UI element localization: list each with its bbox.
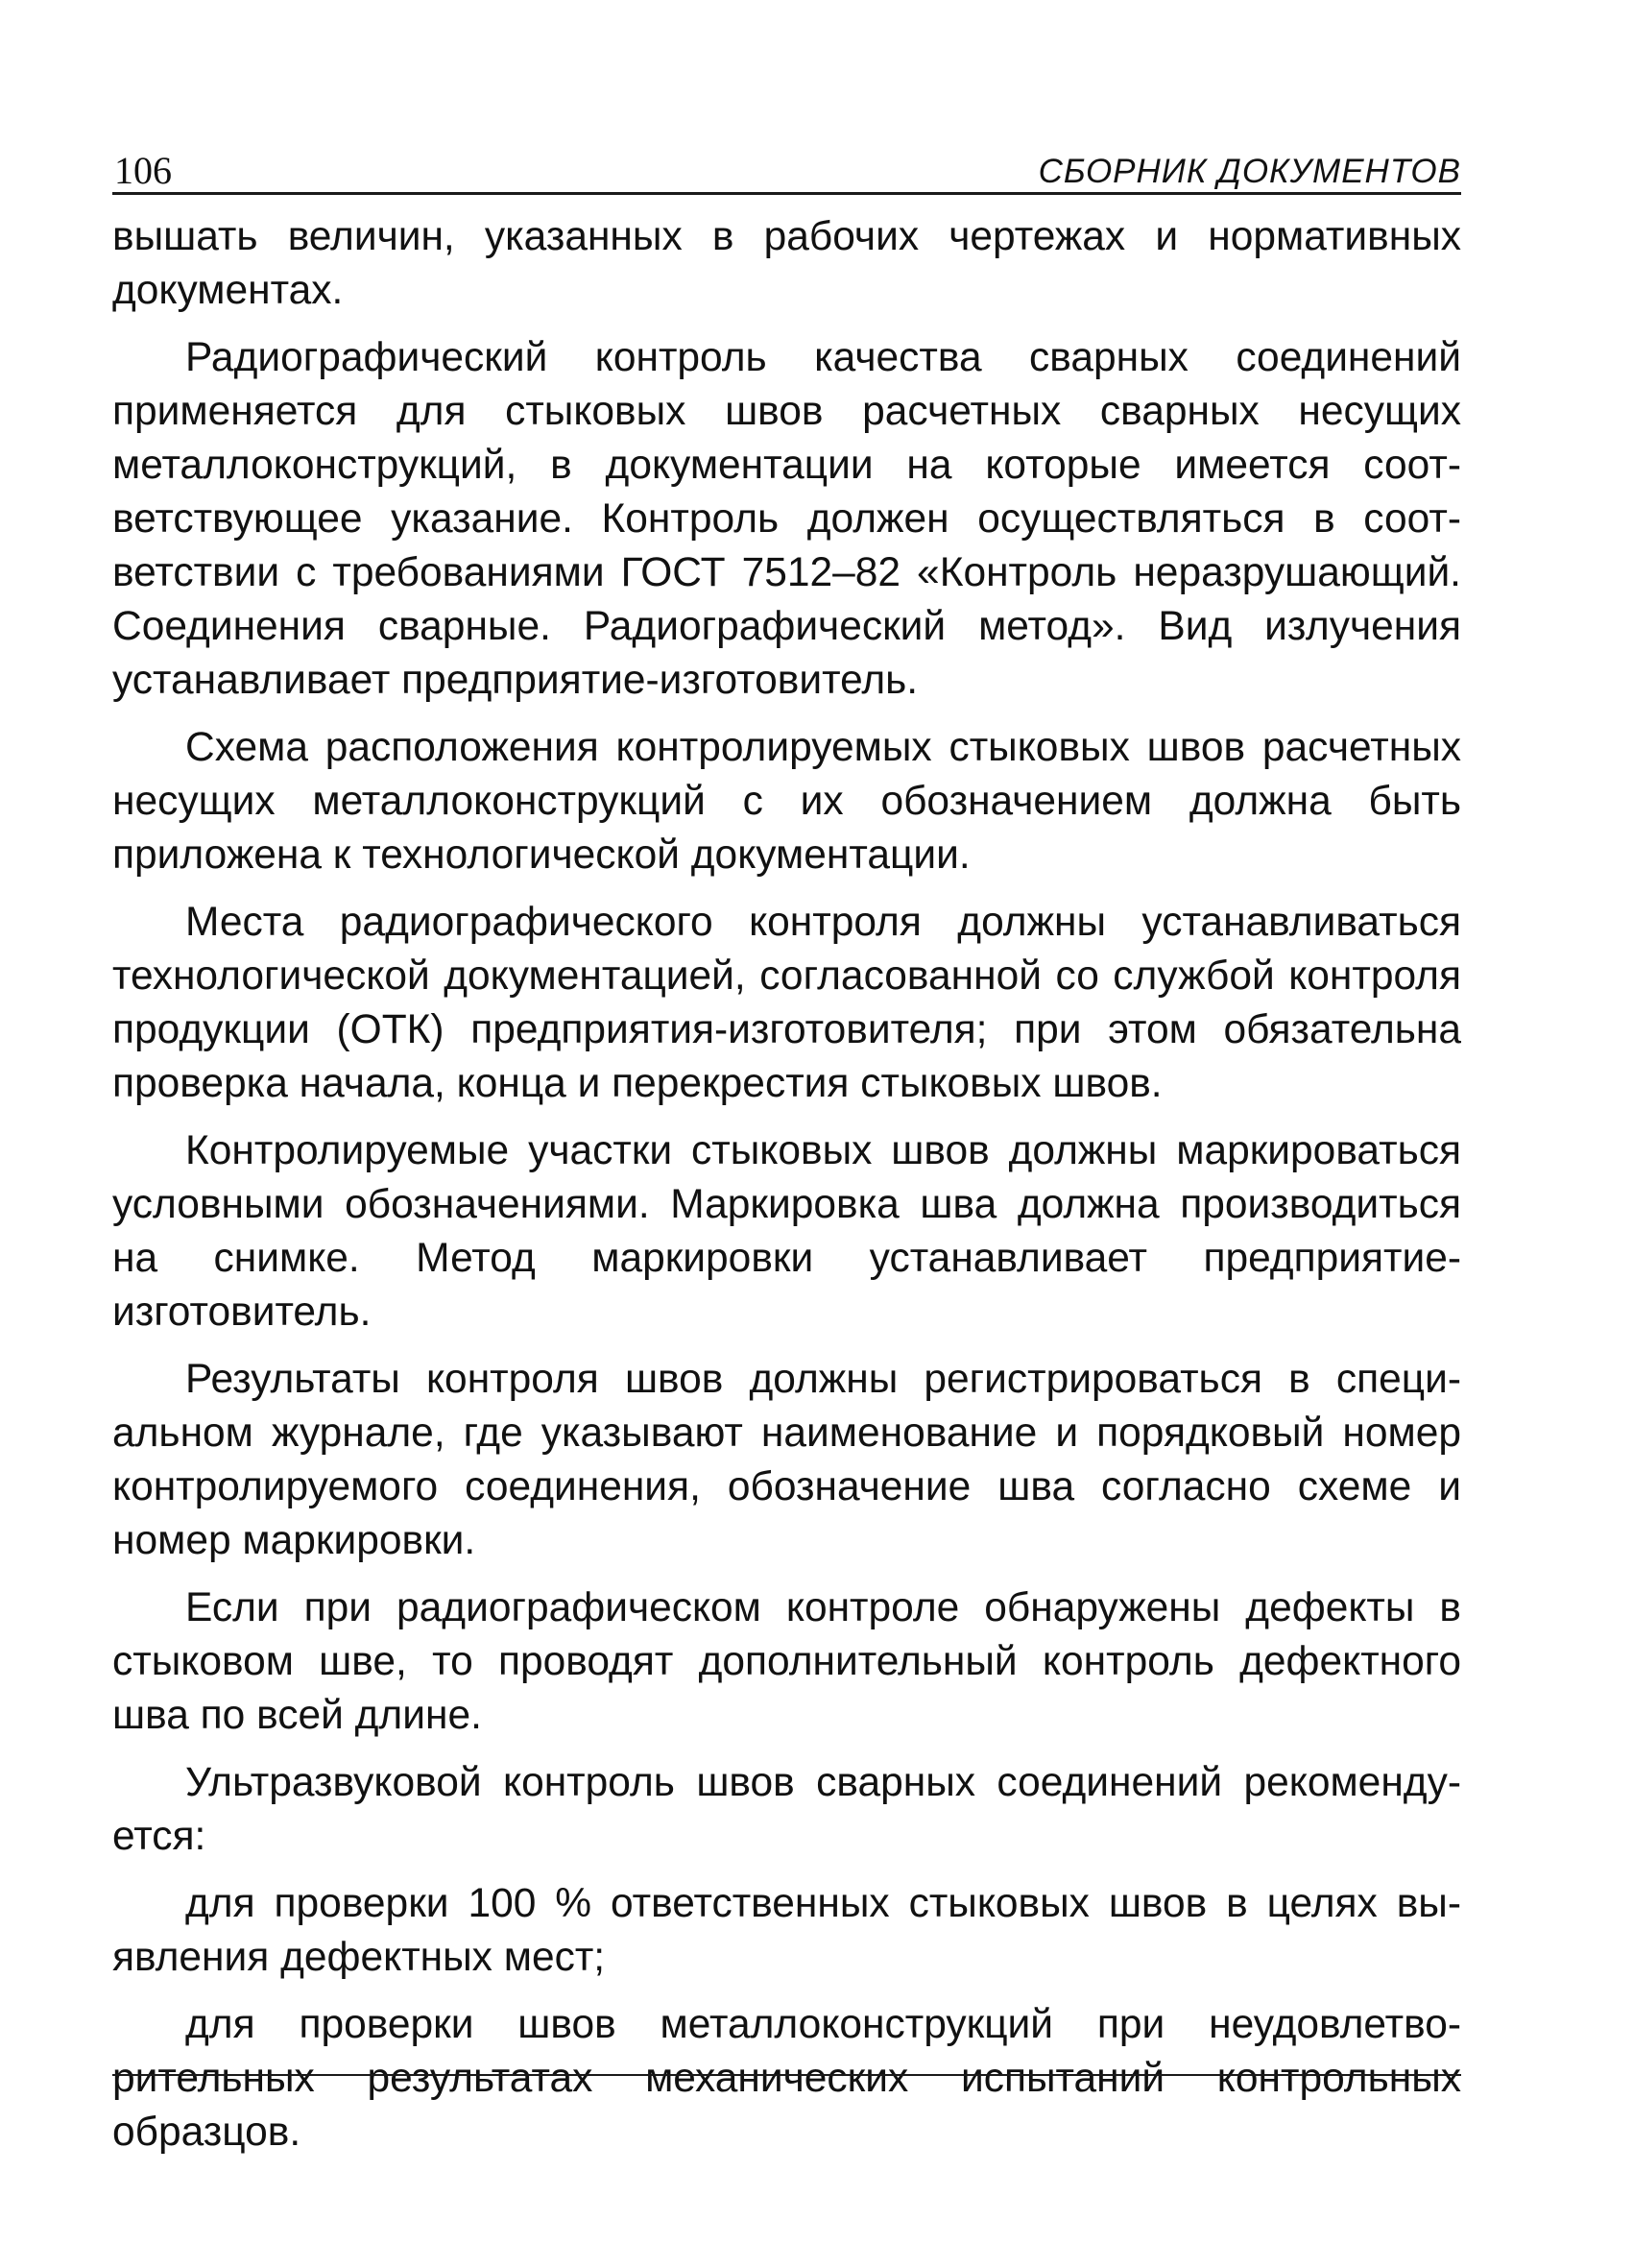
- paragraph-weld-marking: Контролируемые участки стыковых швов должны маркироваться условными обозначениями. Маркировка шва должна производиться на снимке. Метод маркировки устанавливает предприятие-изготовитель.: [112, 1128, 1461, 1335]
- page-header: [112, 142, 1461, 195]
- paragraph-continuation: вышать величин, указанных в рабочих чертежах и нормативных документах.: [112, 214, 1461, 313]
- document-page: [112, 142, 1461, 2159]
- paragraph-ultrasonic-control: Ультразвуковой контроль швов сварных соединений рекомендуется:: [112, 1760, 1461, 1859]
- paragraph-weld-layout-scheme: Схема расположения контролируемых стыковых швов расчетных несущих металлоконструкций с их обозначением должна быть приложена к технологической документации.: [112, 725, 1461, 878]
- body-text: [112, 210, 1461, 2159]
- page-number: 106: [114, 149, 172, 192]
- running-title: СБОРНИК ДОКУМЕНТОВ: [1038, 153, 1461, 190]
- bottom-divider: [112, 2074, 1461, 2076]
- list-item-responsible-welds: для проверки 100 % ответственных стыковых швов в целях выявления дефектных мест;: [112, 1881, 1461, 1980]
- paragraph-results-journal: Результаты контроля швов должны регистрироваться в специальном журнале, где указывают наименование и порядковый номер контролируемого соединения, обозначение шва согласно схеме и номер маркировки.: [112, 1357, 1461, 1563]
- paragraph-radiographic-control: Радиографический контроль качества сварных соединений применяется для стыковых швов расчетных сварных несущих металлоконструкций, в документации на которые имеется соответствующее указание. Контроль должен осуществляться в соответствии с требованиями ГОСТ 7512–82 «Контроль неразрушающий. Соединения сварные. Радиографический метод». Вид излучения устанавливает предприятие-изготовитель.: [112, 335, 1461, 703]
- paragraph-defects-found: Если при радиографическом контроле обнаружены дефекты в стыковом шве, то проводят дополнительный контроль дефектного шва по всей длине.: [112, 1585, 1461, 1738]
- paragraph-control-locations: Места радиографического контроля должны устанавливаться технологической документацией, согласованной со службой контроля продукции (ОТК) предприятия-изготовителя; при этом обязательна проверка начала, конца и перекрестия стыковых швов.: [112, 900, 1461, 1106]
- list-item-unsatisfactory-tests: для проверки швов металлоконструкций при неудовлетворительных результатах механических испытаний контрольных образцов.: [112, 2002, 1461, 2155]
